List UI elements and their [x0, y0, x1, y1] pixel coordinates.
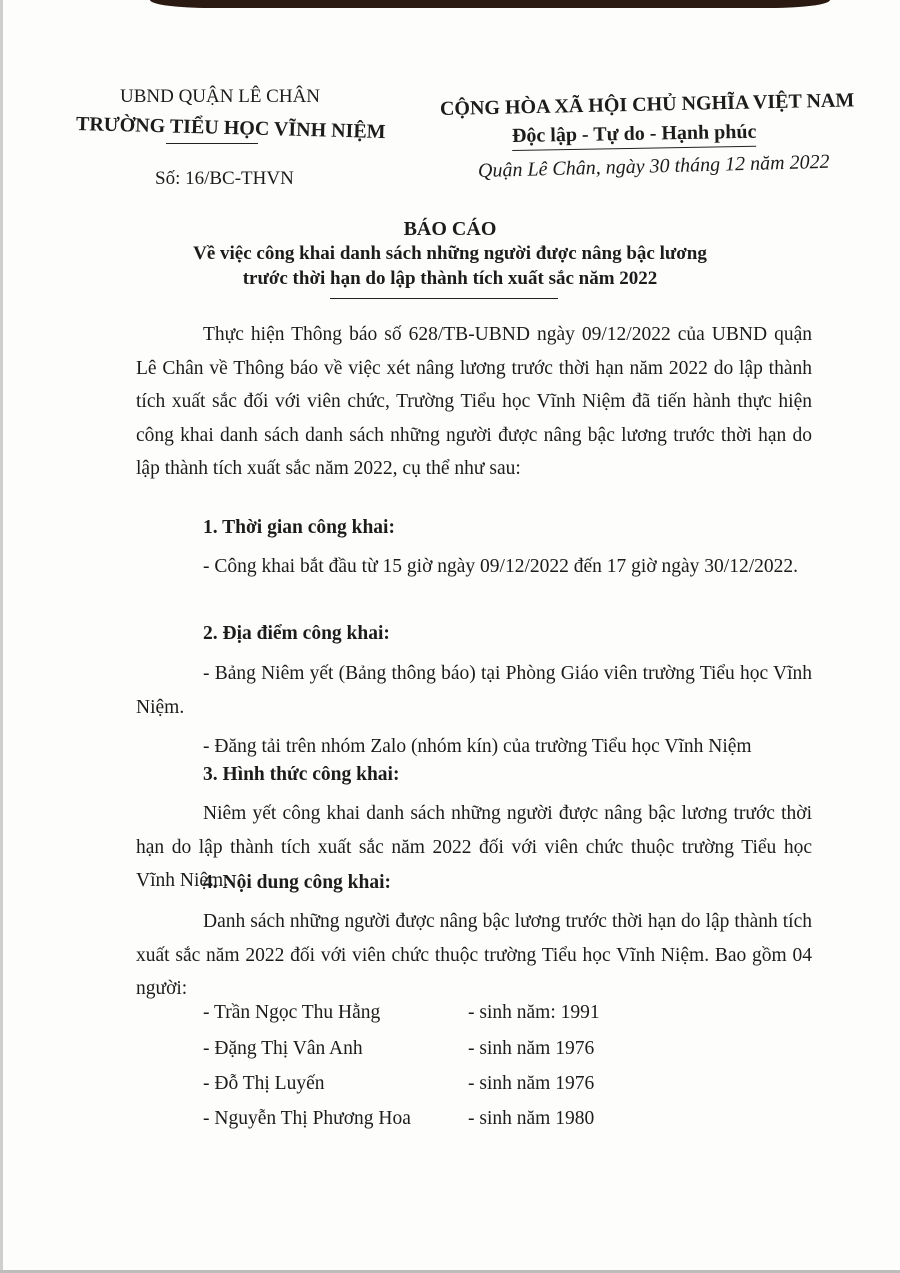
section-heading-4: 4. Nội dung công khai:	[203, 872, 392, 893]
national-motto: Độc lập - Tự do - Hạnh phúc	[512, 121, 757, 151]
person-name: - Trần Ngọc Thu Hằng	[203, 1002, 381, 1023]
scan-edge-left	[0, 0, 3, 1273]
section-2-line-2: - Đăng tải trên nhóm Zalo (nhóm kín) của trường Tiểu học Vĩnh Niệm	[203, 736, 752, 757]
section-3-line-1: Niêm yết công khai danh sách những người được nâng bậc lương trước thời hạn do lập thành tích xuất sắc năm 2022 đối với viên chức thuộc trường Tiểu học Vĩnh Niệm.	[136, 803, 812, 891]
report-subject-line-2: trước thời hạn do lập thành tích xuất sắc năm 2022	[242, 268, 658, 289]
section-heading-2: 2. Địa điểm công khai:	[203, 623, 390, 644]
section-4-line-1: Danh sách những người được nâng bậc lương trước thời hạn do lập thành tích xuất sắc năm 2022 đối với viên chức thuộc trường Tiểu học Vĩnh Niệm. Bao gồm 04 người:	[136, 911, 812, 999]
intro-text: Thực hiện Thông báo số 628/TB-UBND ngày 09/12/2022 của UBND quận Lê Chân về Thông báo về việc xét nâng lương trước thời hạn năm 2022 do lập thành tích xuất sắc đối với viên chức, Trường Tiểu học Vĩnh Niệm đã tiến hành thực hiện công khai danh sách danh sách những người được nâng bậc lương trước thời hạn do lập thành tích xuất sắc năm 2022, cụ thể như sau:	[136, 324, 812, 479]
school-underline	[166, 143, 258, 144]
person-birth-year: - sinh năm 1980	[468, 1108, 595, 1129]
intro-paragraph	[136, 318, 812, 486]
report-title: BÁO CÁO	[403, 218, 497, 240]
authority-name: UBND QUẬN LÊ CHÂN	[120, 86, 321, 107]
person-birth-year: - sinh năm: 1991	[468, 1002, 600, 1023]
place-and-date: Quận Lê Chân, ngày 30 tháng 12 năm 2022	[477, 150, 830, 182]
report-subject-line-1: Về việc công khai danh sách những người được nâng bậc lương	[193, 243, 707, 264]
person-name: - Đỗ Thị Luyến	[203, 1073, 325, 1094]
section-1-line-1: - Công khai bắt đầu từ 15 giờ ngày 09/12/2022 đến 17 giờ ngày 30/12/2022.	[203, 556, 799, 577]
person-name: - Đặng Thị Vân Anh	[203, 1038, 363, 1059]
person-birth-year: - sinh năm 1976	[468, 1038, 595, 1059]
person-birth-year: - sinh năm 1976	[468, 1073, 595, 1094]
nation-title: CỘNG HÒA XÃ HỘI CHỦ NGHĨA VIỆT NAM	[439, 89, 855, 120]
section-1-body	[136, 550, 812, 584]
section-heading-1: 1. Thời gian công khai:	[203, 517, 395, 538]
scan-shadow-top	[150, 0, 830, 8]
section-2-body	[136, 657, 812, 764]
title-divider	[330, 298, 558, 299]
section-heading-3: 3. Hình thức công khai:	[203, 764, 400, 785]
document-number: Số: 16/BC-THVN	[155, 168, 294, 189]
school-name: TRƯỜNG TIỂU HỌC VĨNH NIỆM	[75, 113, 386, 144]
person-name: - Nguyễn Thị Phương Hoa	[203, 1108, 411, 1129]
section-2-line-1: - Bảng Niêm yết (Bảng thông báo) tại Phòng Giáo viên trường Tiểu học Vĩnh Niệm.	[136, 663, 812, 718]
section-4-body	[136, 905, 812, 1006]
